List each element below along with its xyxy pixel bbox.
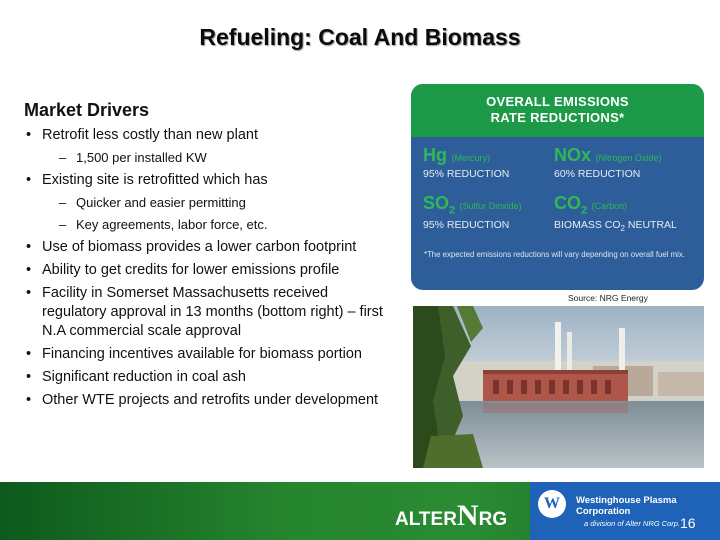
partner-name: Westinghouse Plasma Corporation <box>576 495 677 517</box>
nox-symbol: NOx <box>554 145 592 165</box>
alter-nrg-logo: ALTERNRG <box>395 499 508 532</box>
mercury-reduction: 95% REDUCTION <box>423 168 510 180</box>
nox-reduction: 60% REDUCTION <box>554 168 641 180</box>
market-drivers-section <box>24 100 396 414</box>
bullet-item: • Ability to get credits for lower emissions profile <box>24 261 396 280</box>
sub-bullet-item: – Key agreements, labor force, etc. <box>24 216 396 233</box>
power-plant-photo <box>413 306 704 468</box>
westinghouse-partner-block <box>530 482 720 540</box>
bullet-item: • Significant reduction in coal ash <box>24 368 396 387</box>
co2-name: (Carbon) <box>591 201 628 211</box>
emissions-infographic <box>411 84 704 290</box>
emissions-footnote: *The expected emissions reductions will vary depending on overall fuel mix. <box>424 250 685 259</box>
emissions-grid <box>411 137 704 247</box>
carbon-cell <box>554 193 694 233</box>
so2-reduction: 95% REDUCTION <box>423 218 510 231</box>
co2-reduction: BIOMASS $CO_2$ NEUTRAL <box>554 218 677 233</box>
sulfur-dioxide-cell <box>423 193 563 231</box>
bullet-item: • Retrofit less costly than new plant <box>24 126 396 145</box>
slide-title: Refueling: Coal And Biomass <box>199 24 521 50</box>
bullet-item: • Use of biomass provides a lower carbon footprint <box>24 238 396 257</box>
emissions-header <box>411 84 704 137</box>
westinghouse-logo-icon: W <box>538 490 566 518</box>
bullet-item: • Other WTE projects and retrofits under development <box>24 391 396 410</box>
nox-name: (Nitrogen Oxide) <box>595 153 662 163</box>
bullet-item: • Existing site is retrofitted which has <box>24 171 396 190</box>
bullet-item: • Financing incentives available for biomass portion <box>24 345 396 364</box>
so2-symbol: $SO_2$ <box>423 193 456 217</box>
power-plant-image <box>413 306 704 468</box>
bullet-list <box>24 126 396 410</box>
mercury-cell <box>423 145 563 180</box>
co2-symbol: $CO_2$ <box>554 193 588 217</box>
market-drivers-heading: Market Drivers <box>24 100 150 120</box>
sub-bullet-item: – 1,500 per installed KW <box>24 149 396 166</box>
so2-name: (Sulfur Dioxide) <box>459 201 522 211</box>
mercury-symbol: Hg <box>423 145 447 165</box>
page-number: 16 <box>680 515 696 531</box>
sub-bullet-item: – Quicker and easier permitting <box>24 194 396 211</box>
nitrogen-oxide-cell <box>554 145 694 180</box>
emissions-header-line2: RATE REDUCTIONS* <box>490 110 625 125</box>
mercury-name: (Mercury) <box>451 153 490 163</box>
emissions-header-line1: OVERALL EMISSIONS <box>486 94 629 109</box>
source-credit: Source: NRG Energy <box>568 293 648 303</box>
partner-subtitle: a division of Alter NRG Corp. <box>584 519 681 528</box>
bullet-item: • Facility in Somerset Massachusetts received regulatory approval in 13 months (bottom right) – first N.A commercial scale approval <box>24 284 396 341</box>
